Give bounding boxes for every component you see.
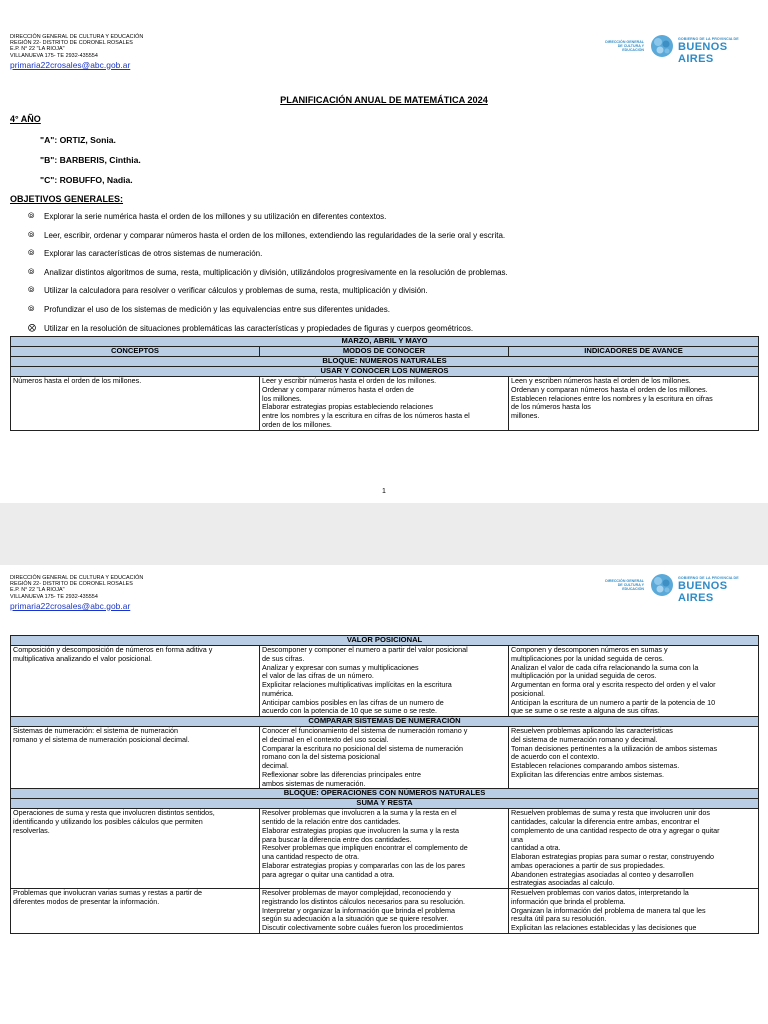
letterhead-line: DIRECCIÓN GENERAL DE CULTURA Y EDUCACIÓN [10, 34, 144, 40]
objective-item [28, 212, 508, 231]
block-band: BLOQUE: OPERACIONES CON NÚMEROS NATURALES [11, 789, 759, 799]
email-link[interactable]: primaria22crosales@abc.gob.ar [10, 600, 131, 611]
indicators-cell: Leen y escriben números hasta el orden de los millones. Ordenan y comparan números hasta el orden de los millones. Establecen relaciones entre los nombres y la escritura en cifras de los números hasta los millones. [509, 377, 759, 431]
letterhead-line: REGIÓN 22- DISTRITO DE CORONEL ROSALES [10, 40, 133, 47]
block-band: BLOQUE: NÚMEROS NATURALES [11, 357, 759, 367]
logo-province-text: BUENOS AIRES [678, 580, 728, 604]
subsection-band: SUMA Y RESTA [11, 799, 759, 809]
objectives-heading: OBJETIVOS GENERALES: [10, 194, 124, 204]
division-c: "C": ROBUFFO, Nadia. [40, 175, 133, 185]
indicators-cell: Resuelven problemas aplicando las características del sistema de numeración romano y decimal. Toman decisiones pertinentes a la utilización de ambos sistemas de acuerdo con el contexto. Establecen relaciones comparando ambos sistemas. Explicitan las diferencias entre ambos sistemas. [509, 727, 759, 789]
period-band: MARZO, ABRIL Y MAYO [11, 337, 759, 347]
document-title: PLANIFICACIÓN ANUAL DE MATEMÁTICA 2024 [280, 95, 488, 105]
logo-gov-text: GOBIERNO DE LA PROVINCIA DE [678, 576, 739, 580]
logo-text-2: DE CULTURA Y EDUCACIÓN [617, 44, 644, 53]
objective-text: Explorar la serie numérica hasta el orden de los millones y su utilización en diferentes contextos. [44, 212, 387, 221]
concept-cell: Problemas que involucran varias sumas y restas a partir de diferentes modos de presentar la información. [11, 889, 260, 934]
modes-cell: Descomponer y componer el numero a partir del valor posicional de sus cifras. Analizar y expresar con sumas y multiplicaciones el valor de las cifras de un número. Explicitar relaciones multiplicativas implícitas en la escritura numérica. Anticipar cambios posibles en las cifras de un numero de acuerdo con la potencia de 10 que se sume o se reste. [260, 646, 509, 717]
objective-item [28, 268, 508, 287]
table-row [11, 889, 759, 934]
division-a: "A": ORTIZ, Sonia. [40, 135, 116, 145]
subsection-band: VALOR POSICIONAL [11, 636, 759, 646]
objective-text: Utilizar la calculadora para resolver o verificar cálculos y problemas de suma, resta, multiplicación y división. [44, 286, 428, 296]
logo-left-text [598, 40, 644, 53]
objective-item [28, 249, 508, 268]
province-logo [598, 30, 758, 65]
objective-text: Leer, escribir, ordenar y comparar números hasta el orden de los millones, extendiendo las regularidades de la serie oral y escrita. [44, 230, 506, 240]
modes-cell: Leer y escribir números hasta el orden de los millones. Ordenar y comparar números hasta el orden de los millones. Elaborar estrategias propias estableciendo relaciones entre los nombres y la escritura en cifras de los números hasta el orden de los millones. [260, 377, 509, 431]
concept-cell: Composición y descomposición de números en forma aditiva y multiplicativa analizando el valor posicional. [11, 646, 260, 717]
letterhead-line: E.P. N° 22 "LA RIOJA" [10, 587, 65, 594]
column-header-indicators: INDICADORES DE AVANCE [509, 347, 759, 357]
bullet-icon: ⦾ [28, 266, 35, 276]
logo-left-text [598, 579, 644, 592]
letterhead-line: DIRECCIÓN GENERAL DE CULTURA Y EDUCACIÓN [10, 575, 144, 581]
letterhead-line: E.P. N° 22 "LA RIOJA" [10, 46, 65, 53]
objective-item [28, 286, 508, 305]
objective-text: Analizar distintos algoritmos de suma, resta, multiplicación y división, utilizándolos progresivamente en la resolución de problemas. [44, 267, 508, 277]
objectives-list [28, 212, 508, 342]
concept-cell: Operaciones de suma y resta que involucren distintos sentidos, identificando y utilizando los posibles cálculos que permiten resolverlas. [11, 809, 260, 889]
concept-cell: Sistemas de numeración: el sistema de numeración romano y el sistema de numeración posicional decimal. [11, 727, 260, 789]
indicators-cell: Resuelven problemas de suma y resta que involucren unir dos cantidades, calcular la diferencia entre ambas, encontrar el complemento de una cantidad respecto de otra y agregar o quitar una cantidad a otra. Elaboran estrategias propias para sumar o restar, construyendo ambas operaciones a partir de sus propiedades. Abandonen estrategias asociadas al conteo y desarrollen estrategias asociadas al calculo. [509, 809, 759, 889]
subsection-band: COMPARAR SISTEMAS DE NUMERACIÓN [11, 717, 759, 727]
bullet-icon: ⦾ [28, 211, 35, 220]
objective-text: Profundizar el uso de los sistemas de medición y las equivalencias entre sus diferentes unidades. [44, 304, 390, 314]
planning-table-1 [10, 336, 759, 431]
modes-cell: Resolver problemas de mayor complejidad, reconociendo y registrando los distintos cálculos necesarios para su resolución. Interpretar y organizar la información que brinda el problema según su adecuación a la situación que se quiere resolver. Discutir colectivamente sobre cuáles fueron los procedimientos [260, 889, 509, 934]
objective-text: Utilizar en la resolución de situaciones problemáticas las características y propiedades de figuras y cuerpos geométricos. [44, 323, 474, 333]
table-row [11, 377, 759, 431]
grade-heading: 4° AÑO [10, 114, 41, 124]
province-emblem-icon [648, 32, 676, 60]
modes-cell: Conocer el funcionamiento del sistema de numeración romano y el decimal en el contexto del uso social. Comparar la escritura no posicional del sistema de numeración romano con la del sistema posicional decimal. Reflexionar sobre las diferencias principales entre ambos sistemas de numeración. [260, 727, 509, 789]
column-header-modes: MODOS DE CONOCER [260, 347, 509, 357]
planning-table-2 [10, 635, 759, 934]
table-row [11, 646, 759, 717]
province-logo [598, 569, 758, 604]
logo-text-1: DIRECCIÓN GENERAL [605, 579, 644, 583]
bullet-icon: ⦾ [28, 248, 35, 258]
letterhead-line: REGIÓN 22- DISTRITO DE CORONEL ROSALES [10, 581, 133, 588]
concept-cell: Números hasta el orden de los millones. [11, 377, 260, 431]
logo-province-text: BUENOS AIRES [678, 41, 728, 65]
logo-text-1: DIRECCIÓN GENERAL [605, 40, 644, 44]
indicators-cell: Resuelven problemas con varios datos, interpretando la información que brinda el problema. Organizan la información del problema de manera tal que les resulta útil para su resolución. Explicitan las relaciones establecidas y las decisiones que [509, 889, 759, 934]
document-page-1 [0, 0, 768, 503]
bullet-icon: ⦾ [28, 229, 35, 239]
modes-cell: Resolver problemas que involucren a la suma y la resta en el sentido de la relación entre dos cantidades. Elaborar estrategias propias que involucren la suma y la resta para buscar la diferencia entre dos cantidades. Resolver problemas que impliquen encontrar el complemento de una cantidad respecto de otra. Elaborar estrategias propias y compararlas con las de los pares para agregar o quitar una cantidad a otra. [260, 809, 509, 889]
bullet-icon: ⦾ [28, 303, 35, 313]
bullet-icon: ⨂ [28, 322, 36, 332]
subsection-band: USAR Y CONOCER LOS NÚMEROS [11, 367, 759, 377]
document-page-2 [0, 565, 768, 1024]
letterhead-line: VILLANUEVA 175- TE 2932-435554 [10, 52, 98, 59]
indicators-cell: Componen y descomponen números en sumas y multiplicaciones por la unidad seguida de ceros. Analizan el valor de cada cifra relacionando la suma con la multiplicación por la unidad seguida de ceros. Argumentan en forma oral y escrita respecto del orden y el valor posicional. Anticipan la escritura de un numero a partir de la potencia de 10 que se sume o se reste a alguna de sus cifras. [509, 646, 759, 717]
letterhead [10, 34, 143, 70]
column-header-concepts: CONCEPTOS [11, 347, 260, 357]
objective-text: Explorar las características de otros sistemas de numeración. [44, 249, 263, 259]
page-number: 1 [382, 488, 386, 495]
table-row [11, 809, 759, 889]
logo-gov-text: GOBIERNO DE LA PROVINCIA DE [678, 37, 739, 41]
table-row [11, 727, 759, 789]
letterhead-line: VILLANUEVA 175- TE 2932-435554 [10, 593, 98, 600]
bullet-icon: ⦾ [28, 285, 35, 295]
objective-item [28, 231, 508, 250]
objective-item [28, 305, 508, 324]
province-emblem-icon [648, 571, 676, 599]
email-link[interactable]: primaria22crosales@abc.gob.ar [10, 59, 131, 70]
letterhead [10, 575, 143, 611]
division-b: "B": BARBERIS, Cinthia. [40, 155, 141, 165]
logo-text-2: DE CULTURA Y EDUCACIÓN [617, 583, 644, 592]
